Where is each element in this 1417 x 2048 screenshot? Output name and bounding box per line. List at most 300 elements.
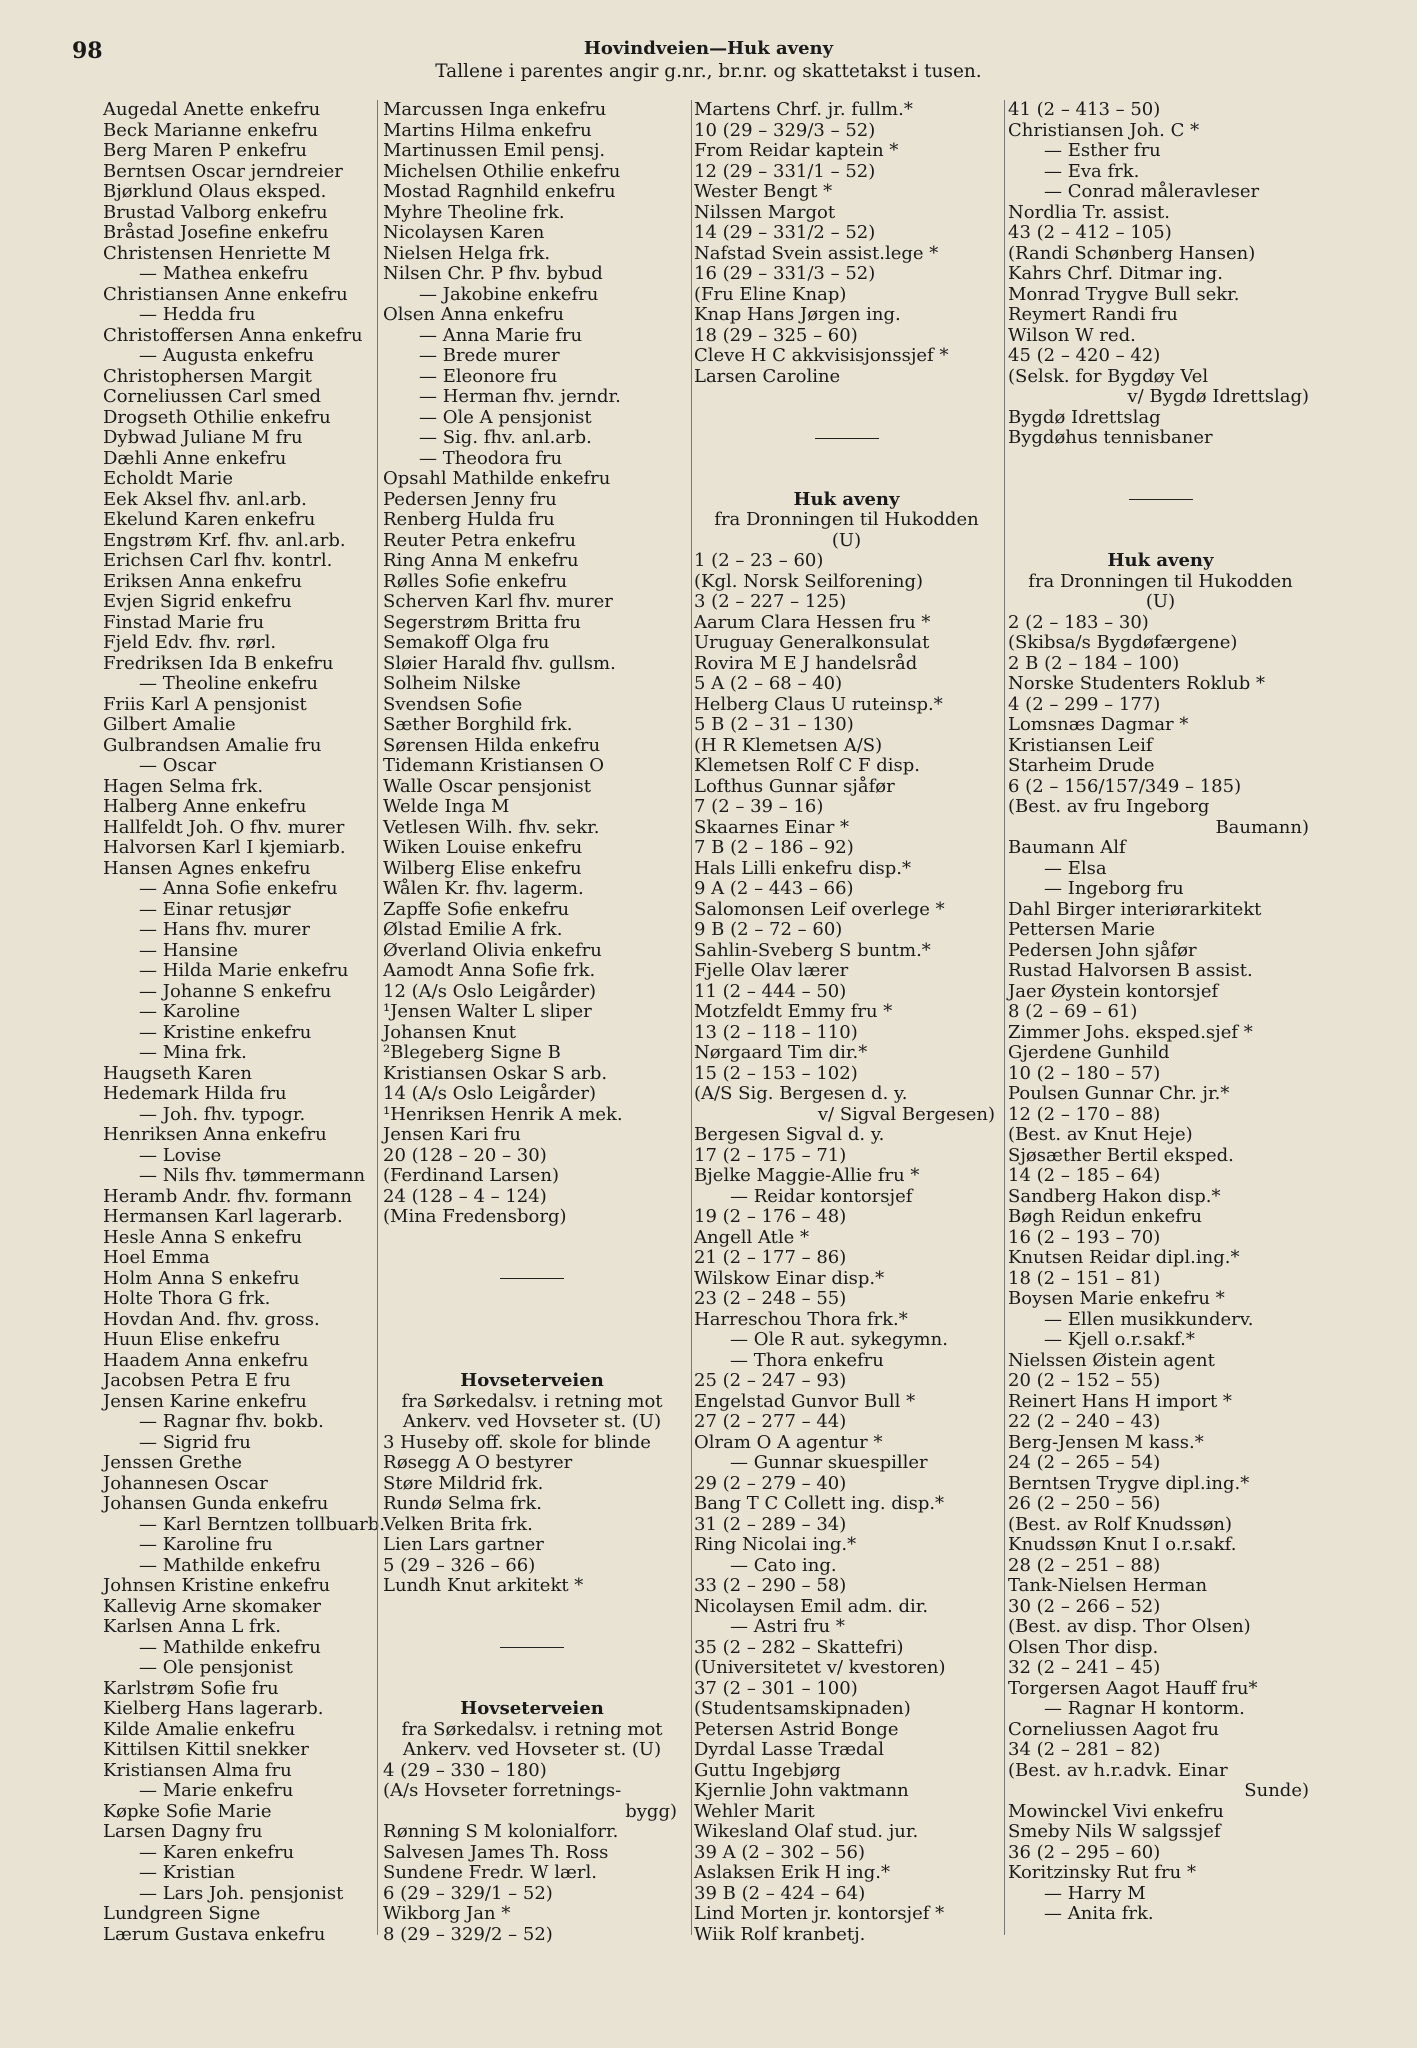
directory-entry: Støre Mildrid frk. — [383, 1472, 544, 1494]
entry-subline: — Astri fru * — [730, 1616, 845, 1637]
directory-entry: 32 (2 – 241 – 45) — [1008, 1657, 1161, 1678]
directory-entry: Reinert Hans H import * — [1008, 1390, 1232, 1412]
directory-entry: Nilsen Chr. P fhv. bybud — [383, 263, 603, 284]
directory-entry: Nicolaysen Karen — [383, 222, 545, 243]
directory-entry: Nafstad Svein assist.lege * — [694, 242, 939, 264]
directory-entry: Nielsen Helga frk. — [383, 242, 551, 264]
directory-entry: Tank-Nielsen Herman — [1008, 1575, 1208, 1596]
street-heading: Hovseterveien — [460, 1698, 604, 1719]
directory-entry: 24 (2 – 265 – 54) — [1008, 1452, 1161, 1473]
directory-entry: Wehler Marit — [694, 1800, 815, 1822]
directory-entry: (A/S Sig. Bergesen d. y. — [694, 1083, 908, 1104]
directory-entry: 5 B (2 – 31 – 130) — [694, 714, 854, 735]
directory-entry: Engstrøm Krf. fhv. anl.arb. — [103, 529, 346, 551]
page-title: Hovindveien—Huk aveny — [583, 38, 834, 59]
directory-entry: Olram O A agentur * — [694, 1431, 883, 1453]
spacer — [1008, 449, 1313, 470]
directory-entry: 30 (2 – 266 – 52) — [1008, 1595, 1161, 1617]
directory-entry: Drogseth Othilie enkefru — [103, 406, 331, 428]
entry-subline: — Anita frk. — [1044, 1903, 1154, 1924]
entry-subline: — Karen enkefru — [139, 1841, 295, 1863]
directory-entry: Klemetsen Rolf C F disp. — [694, 755, 921, 776]
section-divider — [694, 428, 999, 449]
directory-entry: Eek Aksel fhv. anl.arb. — [103, 488, 307, 510]
directory-entry: 10 (2 – 180 – 57) — [1008, 1062, 1161, 1084]
directory-entry: 6 (2 – 156/157/349 – 185) — [1008, 775, 1242, 797]
spacer — [694, 469, 999, 490]
directory-entry: 9 A (2 – 443 – 66) — [694, 878, 854, 899]
street-description: Ankerv. ved Hovseter st. (U) — [402, 1739, 662, 1760]
directory-entry: 3 (2 – 227 – 125) — [694, 591, 847, 612]
directory-entry: Lomsnæs Dagmar * — [1008, 714, 1189, 735]
directory-entry: Jacobsen Petra E fru — [103, 1370, 291, 1391]
directory-entry: Fredriksen Ida B enkefru — [103, 652, 334, 674]
directory-entry: Boysen Marie enkefru * — [1008, 1288, 1225, 1309]
entry-subline: — Nils fhv. tømmermann — [139, 1165, 366, 1186]
directory-entry: Berg-Jensen M kass.* — [1008, 1431, 1204, 1453]
directory-entry: 29 (2 – 279 – 40) — [694, 1472, 847, 1494]
directory-entry: 4 (2 – 299 – 177) — [1008, 693, 1161, 715]
entry-subline: — Karoline fru — [139, 1534, 273, 1555]
directory-entry: Rønning S M kolonialforr. — [383, 1821, 619, 1842]
entry-subline: — Ragnar fhv. bokb. — [139, 1411, 324, 1432]
entry-subline: — Ole R aut. sykegymn. — [730, 1329, 948, 1350]
entry-subline: — Gunnar skuespiller — [730, 1452, 928, 1473]
directory-entry: 8 (2 – 69 – 61) — [1008, 1001, 1138, 1022]
directory-entry: 18 (29 – 325 – 60) — [694, 324, 858, 346]
directory-entry: Cleve H C akkvisisjonssjef * — [694, 345, 949, 366]
directory-entry: Jenssen Grethe — [103, 1452, 243, 1473]
directory-entry: 20 (2 – 152 – 55) — [1008, 1370, 1161, 1391]
directory-entry: 43 (2 – 412 – 105) — [1008, 222, 1172, 243]
directory-entry: 9 B (2 – 72 – 60) — [694, 919, 843, 940]
entry-subline: — Mina frk. — [139, 1042, 247, 1063]
directory-entry: Sandberg Hakon disp.* — [1008, 1185, 1221, 1207]
entry-subline: — Mathea enkefru — [139, 263, 309, 284]
directory-entry: Semakoff Olga fru — [383, 632, 550, 653]
directory-entry: 5 A (2 – 68 – 40) — [694, 673, 843, 694]
directory-entry: Reymert Randi fru — [1008, 304, 1178, 325]
directory-entry: Lind Morten jr. kontorsjef * — [694, 1903, 945, 1924]
directory-entry: Erichsen Carl fhv. kontrl. — [103, 550, 333, 571]
directory-entry: Olsen Thor disp. — [1008, 1636, 1159, 1658]
directory-entry: Guttu Ingebjørg — [694, 1759, 841, 1781]
entry-continuation: v/ Bygdø Idrettslag) — [1127, 386, 1309, 407]
directory-entry: 26 (2 – 250 – 56) — [1008, 1493, 1161, 1514]
directory-entry: Wester Bengt * — [694, 181, 833, 202]
directory-entry: Rovira M E J handelsråd — [694, 652, 918, 674]
spacer — [383, 1248, 681, 1269]
directory-entry: Bang T C Collett ing. disp.* — [694, 1493, 945, 1514]
directory-entry: 28 (2 – 251 – 88) — [1008, 1554, 1161, 1576]
entry-subline: — Lovise — [139, 1144, 222, 1166]
directory-entry: Holte Thora G frk. — [103, 1288, 271, 1309]
spacer — [1008, 510, 1313, 531]
entry-subline: — Johanne S enkefru — [139, 980, 332, 1002]
directory-entry: Lundgreen Signe — [103, 1903, 261, 1924]
entry-subline: — Reidar kontorsjef — [730, 1185, 913, 1207]
directory-entry: Solheim Nilske — [383, 673, 521, 694]
directory-entry: Kjernlie John vaktmann — [694, 1780, 909, 1801]
directory-entry: Ekelund Karen enkefru — [103, 509, 316, 530]
spacer — [694, 449, 999, 470]
directory-entry: 18 (2 – 151 – 81) — [1008, 1267, 1161, 1289]
directory-entry: Henriksen Anna enkefru — [103, 1124, 327, 1145]
directory-entry: Koritzinsky Rut fru * — [1008, 1862, 1196, 1883]
entry-subline: — Theoline enkefru — [139, 673, 318, 694]
directory-entry: (Best. av Rolf Knudssøn) — [1008, 1513, 1233, 1535]
directory-entry: 14 (A/s Oslo Leigårder) — [383, 1083, 597, 1104]
street-description: fra Dronningen til Hukodden — [714, 509, 979, 530]
entry-subline: — Karoline — [139, 1001, 241, 1022]
spacer — [694, 387, 999, 408]
spacer — [1008, 531, 1313, 552]
directory-entry: (Mina Fredensborg) — [383, 1206, 567, 1227]
entry-subline: — Hans fhv. murer — [139, 919, 310, 940]
directory-entry: Bøgh Reidun enkefru — [1008, 1206, 1202, 1227]
directory-entry: Kristiansen Oskar S arb. — [383, 1062, 608, 1084]
spacer — [383, 1617, 681, 1638]
directory-entry: Køpke Sofie Marie — [103, 1800, 272, 1822]
directory-entry: Fjeld Edv. fhv. rørl. — [103, 632, 277, 653]
directory-entry: Gulbrandsen Amalie fru — [103, 734, 322, 756]
directory-entry: Knutsen Reidar dipl.ing.* — [1008, 1247, 1240, 1268]
entry-subline: — Theodora fru — [419, 447, 563, 469]
directory-entry: Segerstrøm Britta fru — [383, 611, 581, 633]
entry-subline: — Brede murer — [419, 345, 560, 366]
directory-entry: 39 A (2 – 302 – 56) — [694, 1841, 865, 1863]
directory-entry: 35 (2 – 282 – Skattefri) — [694, 1636, 904, 1658]
directory-entry: Salomonsen Leif overlege * — [694, 898, 945, 920]
entry-subline: — Esther fru — [1044, 140, 1161, 161]
directory-entry: (Best. av h.r.advk. Einar — [1008, 1759, 1228, 1781]
directory-entry: Salvesen James Th. Ross — [383, 1841, 609, 1863]
directory-entry: (Skibsa/s Bygdøfærgene) — [1008, 632, 1238, 653]
street-description: (U) — [831, 529, 862, 551]
spacer — [383, 1228, 681, 1249]
entry-subline: — Oscar — [139, 755, 217, 776]
directory-entry: Aarum Clara Hessen fru * — [694, 611, 931, 633]
directory-entry: Reuter Petra enkefru — [383, 529, 576, 551]
directory-entry: Kielberg Hans lagerarb. — [103, 1698, 324, 1719]
spacer — [383, 1351, 681, 1372]
directory-entry: Pedersen Jenny fru — [383, 488, 557, 510]
directory-entry: Nicolaysen Emil adm. dir. — [694, 1595, 929, 1617]
directory-entry: Torgersen Aagot Hauff fru* — [1008, 1677, 1258, 1699]
spacer — [694, 408, 999, 429]
directory-entry: Bygdøhus tennisbaner — [1008, 427, 1213, 448]
directory-entry: Wilberg Elise enkefru — [383, 857, 582, 879]
entry-subline: — Mathilde enkefru — [139, 1636, 321, 1658]
directory-entry: Motzfeldt Emmy fru * — [694, 1001, 893, 1022]
directory-entry: Zimmer Johs. eksped.sjef * — [1008, 1021, 1253, 1043]
directory-entry: (A/s Hovseter forretnings- — [383, 1780, 622, 1801]
directory-entry: Karlstrøm Sofie fru — [103, 1677, 279, 1699]
entry-subline: — Harry M — [1044, 1882, 1146, 1904]
directory-entry: Sahlin-Sveberg S buntm.* — [694, 939, 931, 961]
directory-entry: Gjerdene Gunhild — [1008, 1042, 1170, 1063]
directory-entry: Hermansen Karl lagerarb. — [103, 1206, 343, 1227]
directory-entry: 20 (128 – 20 – 30) — [383, 1144, 547, 1166]
directory-entry: Pettersen Marie — [1008, 919, 1156, 940]
directory-entry: Mowinckel Vivi enkefru — [1008, 1800, 1224, 1822]
directory-entry: Lien Lars gartner — [383, 1534, 544, 1555]
entry-subline: — Anna Marie fru — [419, 324, 583, 346]
directory-entry: Kristiansen Alma fru — [103, 1759, 292, 1781]
directory-entry: Haugseth Karen — [103, 1062, 253, 1084]
directory-entry: Christophersen Margit — [103, 365, 312, 387]
directory-entry: Kallevig Arne skomaker — [103, 1595, 322, 1617]
directory-entry: Uruguay Generalkonsulat — [694, 632, 930, 653]
entry-subline: — Thora enkefru — [730, 1349, 884, 1371]
section-divider — [383, 1269, 681, 1290]
directory-entry: 7 (2 – 39 – 16) — [694, 796, 824, 817]
directory-entry: Halberg Anne enkefru — [103, 796, 307, 817]
directory-entry: Johnsen Kristine enkefru — [103, 1575, 331, 1596]
entry-continuation: Baumann) — [1215, 816, 1309, 838]
directory-entry: Johansen Gunda enkefru — [103, 1493, 329, 1514]
directory-entry: Gilbert Amalie — [103, 714, 236, 735]
entry-subline: — Kjell o.r.sakf.* — [1044, 1329, 1195, 1350]
directory-entry: 37 (2 – 301 – 100) — [694, 1677, 858, 1699]
directory-entry: Mostad Ragnhild enkefru — [383, 181, 616, 202]
directory-entry: 7 B (2 – 186 – 92) — [694, 837, 854, 858]
directory-entry: Welde Inga M — [383, 796, 510, 817]
directory-entry: Berntsen Trygve dipl.ing.* — [1008, 1472, 1250, 1494]
directory-entry: Karlsen Anna L frk. — [103, 1616, 281, 1637]
directory-entry: 11 (2 – 444 – 50) — [694, 980, 847, 1002]
entry-subline: — Jakobine enkefru — [419, 283, 599, 305]
directory-entry: Lofthus Gunnar sjåfør — [694, 775, 895, 797]
directory-entry: Beck Marianne enkefru — [103, 119, 319, 141]
page-number: 98 — [72, 38, 103, 64]
column-divider-2 — [691, 100, 692, 1935]
entry-subline: — Ragnar H kontorm. — [1044, 1698, 1245, 1719]
street-description: Ankerv. ved Hovseter st. (U) — [402, 1411, 662, 1432]
entry-subline: — Cato ing. — [730, 1554, 837, 1576]
directory-entry: 15 (2 – 153 – 102) — [694, 1062, 858, 1084]
directory-entry: Bygdø Idrettslag — [1008, 406, 1161, 428]
directory-entry: ²Blegeberg Signe B — [383, 1042, 561, 1063]
directory-entry: Augedal Anette enkefru — [103, 99, 321, 120]
entry-subline: — Augusta enkefru — [139, 345, 315, 366]
directory-entry: Hansen Agnes enkefru — [103, 857, 311, 879]
directory-entry: 14 (29 – 331/2 – 52) — [694, 222, 876, 243]
directory-entry: Bjørklund Olaus eksped. — [103, 181, 327, 202]
directory-entry: (Ferdinand Larsen) — [383, 1165, 560, 1186]
directory-entry: Marcussen Inga enkefru — [383, 99, 607, 120]
directory-entry: Larsen Caroline — [694, 365, 841, 387]
directory-entry: (Best. av Knut Heje) — [1008, 1124, 1193, 1145]
column-2 — [383, 100, 681, 1945]
directory-entry: ¹Henriksen Henrik A mek. — [383, 1103, 623, 1125]
directory-entry: Wålen Kr. fhv. lagerm. — [383, 878, 584, 899]
directory-entry: Rundø Selma frk. — [383, 1493, 542, 1514]
directory-entry: Hesle Anna S enkefru — [103, 1226, 303, 1248]
directory-entry: Sundene Fredr. W lærl. — [383, 1862, 597, 1883]
directory-entry: Lundh Knut arkitekt * — [383, 1575, 584, 1596]
street-description: (U) — [1145, 591, 1176, 612]
directory-entry: Helberg Claus U ruteinsp.* — [694, 693, 943, 715]
directory-entry: 25 (2 – 247 – 93) — [694, 1370, 847, 1391]
directory-entry: Wikborg Jan * — [383, 1903, 511, 1924]
directory-entry: 19 (2 – 176 – 48) — [694, 1206, 847, 1227]
entry-subline: — Hansine — [139, 939, 238, 961]
directory-entry: Øverland Olivia enkefru — [383, 939, 602, 961]
directory-entry: Opsahl Mathilde enkefru — [383, 468, 611, 489]
directory-entry: Kahrs Chrf. Ditmar ing. — [1008, 263, 1223, 284]
entry-subline: — Sigrid fru — [139, 1431, 251, 1453]
directory-entry: Wiken Louise enkefru — [383, 837, 583, 858]
directory-entry: Engelstad Gunvor Bull * — [694, 1390, 916, 1412]
directory-entry: 4 (29 – 330 – 180) — [383, 1759, 547, 1781]
directory-entry: 22 (2 – 240 – 43) — [1008, 1411, 1161, 1432]
directory-entry: Ølstad Emilie A frk. — [383, 919, 563, 940]
directory-entry: 10 (29 – 329/3 – 52) — [694, 119, 876, 141]
directory-entry: Christiansen Anne enkefru — [103, 283, 348, 305]
directory-entry: Jaer Øystein kontorsjef — [1008, 980, 1219, 1002]
directory-entry: 16 (29 – 331/3 – 52) — [694, 263, 876, 284]
directory-entry: Skaarnes Einar * — [694, 816, 850, 838]
directory-entry: 13 (2 – 118 – 110) — [694, 1021, 858, 1043]
directory-entry: Larsen Dagny fru — [103, 1821, 263, 1842]
entry-subline: — Einar retusjør — [139, 898, 291, 920]
entry-subline: — Kristine enkefru — [139, 1021, 312, 1043]
directory-entry: Hoel Emma — [103, 1247, 210, 1268]
street-description: fra Dronningen til Hukodden — [1028, 570, 1293, 592]
directory-entry: Nilssen Margot — [694, 201, 836, 223]
directory-entry: Angell Atle * — [694, 1226, 810, 1248]
column-divider-3 — [1004, 100, 1005, 1935]
entry-subline: — Lars Joh. pensjonist — [139, 1882, 344, 1904]
directory-entry: 2 B (2 – 184 – 100) — [1008, 652, 1180, 674]
spacer — [383, 1289, 681, 1310]
directory-entry: Baumann Alf — [1008, 837, 1126, 858]
directory-entry: 21 (2 – 177 – 86) — [694, 1247, 847, 1268]
street-description: fra Sørkedalsv. i retning mot — [401, 1718, 663, 1740]
entry-subline: — Marie enkefru — [139, 1780, 294, 1801]
directory-entry: Dæhli Anne enkefru — [103, 447, 287, 469]
directory-entry: (H R Klemetsen A/S) — [694, 734, 883, 756]
directory-entry: Haadem Anna enkefru — [103, 1349, 309, 1371]
directory-entry: 39 B (2 – 424 – 64) — [694, 1882, 866, 1904]
directory-entry: Hallfeldt Joh. O fhv. murer — [103, 816, 345, 838]
directory-entry: Bjelke Maggie-Allie fru * — [694, 1165, 920, 1186]
directory-entry: (Best. av fru Ingeborg — [1008, 796, 1210, 817]
directory-entry: (Best. av disp. Thor Olsen) — [1008, 1616, 1251, 1637]
directory-entry: Aslaksen Erik H ing.* — [694, 1862, 890, 1883]
page-subtitle: Tallene i parentes angir g.nr., br.nr. og skattetakst i tusen. — [435, 61, 982, 82]
directory-entry: Rustad Halvorsen B assist. — [1008, 960, 1253, 981]
directory-entry: 12 (2 – 170 – 88) — [1008, 1103, 1161, 1125]
directory-entry: Scherven Karl fhv. murer — [383, 591, 613, 612]
directory-entry: Christensen Henriette M — [103, 242, 331, 264]
entry-subline: — Hilda Marie enkefru — [139, 960, 349, 981]
directory-entry: Martinussen Emil pensj. — [383, 140, 606, 161]
column-1 — [103, 99, 386, 1945]
street-heading: Hovseterveien — [460, 1370, 604, 1391]
directory-entry: Monrad Trygve Bull sekr. — [1008, 283, 1240, 305]
directory-entry: Sørensen Hilda enkefru — [383, 734, 601, 756]
column-4 — [1008, 100, 1313, 1925]
directory-entry: Hovdan And. fhv. gross. — [103, 1308, 320, 1330]
spacer — [383, 1658, 681, 1679]
directory-entry: Harreschou Thora frk.* — [694, 1308, 908, 1330]
directory-entry: Huun Elise enkefru — [103, 1329, 281, 1350]
directory-entry: ¹Jensen Walter L sliper — [383, 1001, 592, 1022]
entry-subline: — Kristian — [139, 1862, 236, 1883]
entry-subline: — Eva frk. — [1044, 160, 1140, 182]
directory-entry: Knudssøn Knut I o.r.sakf. — [1008, 1534, 1237, 1555]
directory-entry: Nørgaard Tim dir.* — [694, 1042, 868, 1063]
spacer — [383, 1679, 681, 1700]
directory-entry: 8 (29 – 329/2 – 52) — [383, 1923, 553, 1945]
directory-entry: Echoldt Marie — [103, 468, 234, 489]
directory-entry: Vetlesen Wilh. fhv. sekr. — [383, 816, 600, 838]
directory-entry: 2 (2 – 183 – 30) — [1008, 611, 1149, 633]
entry-subline: — Herman fhv. jerndr. — [419, 386, 621, 407]
directory-entry: Dahl Birger interiørarkitekt — [1008, 898, 1262, 920]
directory-entry: Jensen Karine enkefru — [103, 1390, 307, 1412]
entry-subline: — Ole pensjonist — [139, 1657, 293, 1678]
directory-entry: 16 (2 – 193 – 70) — [1008, 1226, 1161, 1248]
entry-subline: — Sig. fhv. anl.arb. — [419, 427, 592, 448]
directory-entry: Bråstad Josefine enkefru — [103, 222, 329, 243]
directory-entry: Røsegg A O bestyrer — [383, 1452, 573, 1473]
directory-entry: Hals Lilli enkefru disp.* — [694, 857, 911, 879]
entry-subline: — Ingeborg fru — [1044, 878, 1184, 899]
entry-subline: — Elsa — [1044, 857, 1107, 879]
directory-entry: 5 (29 – 326 – 66) — [383, 1554, 536, 1576]
spacer — [383, 1330, 681, 1351]
directory-entry: 36 (2 – 295 – 60) — [1008, 1841, 1161, 1863]
directory-entry: Heramb Andr. fhv. formann — [103, 1185, 353, 1207]
directory-entry: Kilde Amalie enkefru — [103, 1718, 296, 1740]
directory-entry: 24 (128 – 4 – 124) — [383, 1185, 547, 1207]
directory-entry: 12 (29 – 331/1 – 52) — [694, 160, 876, 182]
directory-entry: Norske Studenters Roklub * — [1008, 673, 1265, 694]
directory-entry: Wilson W red. — [1008, 324, 1136, 346]
directory-entry: (Universitetet v/ kvestoren) — [694, 1657, 946, 1678]
directory-entry: Berg Maren P enkefru — [103, 140, 307, 161]
directory-entry: Kittilsen Kittil snekker — [103, 1739, 309, 1760]
directory-entry: Berntsen Oscar jerndreier — [103, 160, 343, 182]
directory-entry: Sløier Harald fhv. gullsm. — [383, 652, 616, 674]
spacer — [383, 1597, 681, 1618]
directory-entry: Christoffersen Anna enkefru — [103, 324, 363, 346]
directory-entry: 27 (2 – 277 – 44) — [694, 1411, 847, 1432]
directory-entry: Walle Oscar pensjonist — [383, 775, 591, 797]
entry-subline: — Conrad måleravleser — [1044, 181, 1260, 202]
directory-entry: 41 (2 – 413 – 50) — [1008, 99, 1161, 120]
entry-subline: — Hedda fru — [139, 304, 256, 325]
directory-entry: Johannesen Oscar — [103, 1472, 268, 1494]
entry-subline: — Joh. fhv. typogr. — [139, 1103, 306, 1125]
entry-continuation: bygg) — [625, 1800, 677, 1822]
directory-entry: Evjen Sigrid enkefru — [103, 591, 292, 612]
directory-entry: Smeby Nils W salgssjef — [1008, 1821, 1221, 1842]
directory-entry: 12 (A/s Oslo Leigårder) — [383, 980, 597, 1002]
directory-entry: Corneliussen Carl smed — [103, 386, 322, 407]
street-heading: Huk aveny — [793, 488, 900, 510]
spacer — [1008, 469, 1313, 490]
directory-entry: 45 (2 – 420 – 42) — [1008, 345, 1161, 366]
directory-entry: Bergesen Sigval d. y. — [694, 1124, 885, 1145]
directory-entry: 34 (2 – 281 – 82) — [1008, 1739, 1161, 1760]
street-description: fra Sørkedalsv. i retning mot — [401, 1390, 663, 1412]
directory-entry: Ring Anna M enkefru — [383, 550, 579, 571]
directory-entry: Tidemann Kristiansen O — [383, 755, 604, 776]
